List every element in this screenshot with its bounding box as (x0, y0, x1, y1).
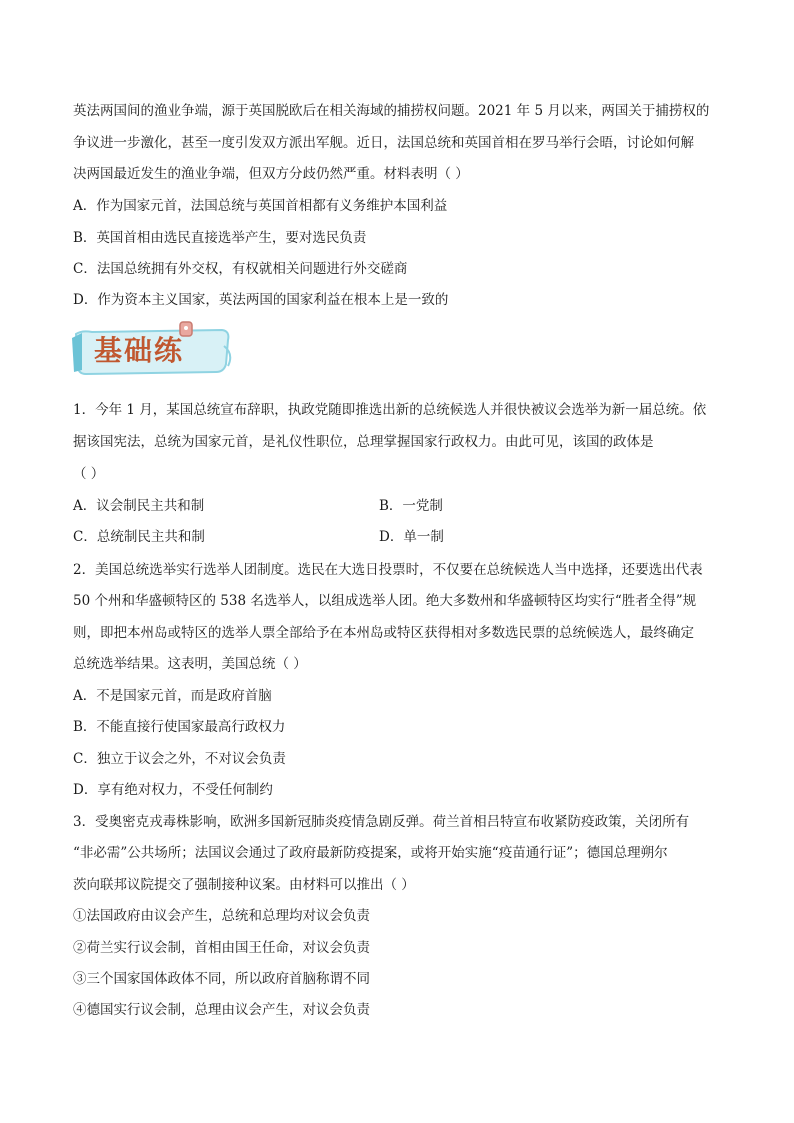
section-title: 基础练 (94, 334, 185, 367)
q1-line-1: 1．今年 1 月，某国总统宣布辞职，执政党随即推选出新的总统候选人并很快被议会选举为新一届总统。依 (73, 402, 707, 418)
intro-line-2: 争议进一步激化，甚至一度引发双方派出军舰。近日，法国总统和英国首相在罗马举行会晤，讨论如何解 (73, 135, 694, 151)
q1-option-c: C．总统制民主共和制 (73, 529, 205, 545)
q1-line-3: （ ） (73, 466, 105, 482)
intro-option-c: C．法国总统拥有外交权，有权就相关问题进行外交磋商 (73, 261, 408, 277)
q1-option-b: B．一党制 (379, 498, 443, 514)
q3-statement-4: ④德国实行议会制，总理由议会产生，对议会负责 (73, 1002, 370, 1018)
q2-option-d: D．享有绝对权力，不受任何制约 (73, 782, 273, 798)
intro-line-1: 英法两国间的渔业争端，源于英国脱欧后在相关海域的捕捞权问题。2021 年 5 月以来，两国关于捕捞权的 (73, 103, 710, 119)
intro-option-d: D．作为资本主义国家，英法两国的国家利益在根本上是一致的 (73, 292, 449, 308)
q3-line-3: 茨向联邦议院提交了强制接种议案。由材料可以推出（ ） (73, 877, 415, 893)
q2-option-b: B．不能直接行使国家最高行政权力 (73, 719, 286, 735)
q2-line-4: 总统选举结果。这表明，美国总统（ ） (73, 656, 307, 672)
q2-line-3: 则，即把本州岛或特区的选举人票全部给予在本州岛或特区获得相对多数选民票的总统候选人，最终确定 (73, 625, 694, 641)
q2-line-1: 2．美国总统选举实行选举人团制度。选民在大选日投票时，不仅要在总统候选人当中选择，还要选出代表 (73, 562, 703, 578)
q3-statement-1: ①法国政府由议会产生，总统和总理均对议会负责 (73, 908, 370, 924)
q3-statement-2: ②荷兰实行议会制，首相由国王任命，对议会负责 (73, 940, 370, 956)
q3-line-1: 3．受奥密克戎毒株影响，欧洲多国新冠肺炎疫情急剧反弹。荷兰首相吕特宣布收紧防疫政策，关闭所有 (73, 814, 690, 830)
intro-option-b: B．英国首相由选民直接选举产生，要对选民负责 (73, 230, 367, 246)
section-banner (72, 320, 234, 380)
q2-option-a: A．不是国家元首，而是政府首脑 (73, 688, 272, 704)
q3-line-2: “非必需”公共场所；法国议会通过了政府最新防疫提案，或将开始实施“疫苗通行证”；德国总理朔尔 (73, 845, 668, 861)
q2-option-c: C．独立于议会之外，不对议会负责 (73, 751, 286, 767)
q1-option-a: A．议会制民主共和制 (73, 498, 205, 514)
q3-statement-3: ③三个国家国体政体不同，所以政府首脑称谓不同 (73, 971, 370, 987)
q1-line-2: 据该国宪法，总统为国家元首，是礼仪性职位，总理掌握国家行政权力。由此可见，该国的政体是 (73, 434, 654, 450)
q2-line-2: 50 个州和华盛顿特区的 538 名选举人，以组成选举人团。绝大多数州和华盛顿特区均实行“胜者全得”规 (73, 593, 697, 609)
intro-line-3: 决两国最近发生的渔业争端，但双方分歧仍然严重。材料表明（ ） (73, 166, 469, 182)
q1-option-d: D．单一制 (379, 529, 444, 545)
intro-option-a: A．作为国家元首，法国总统与英国首相都有义务维护本国利益 (73, 198, 448, 214)
